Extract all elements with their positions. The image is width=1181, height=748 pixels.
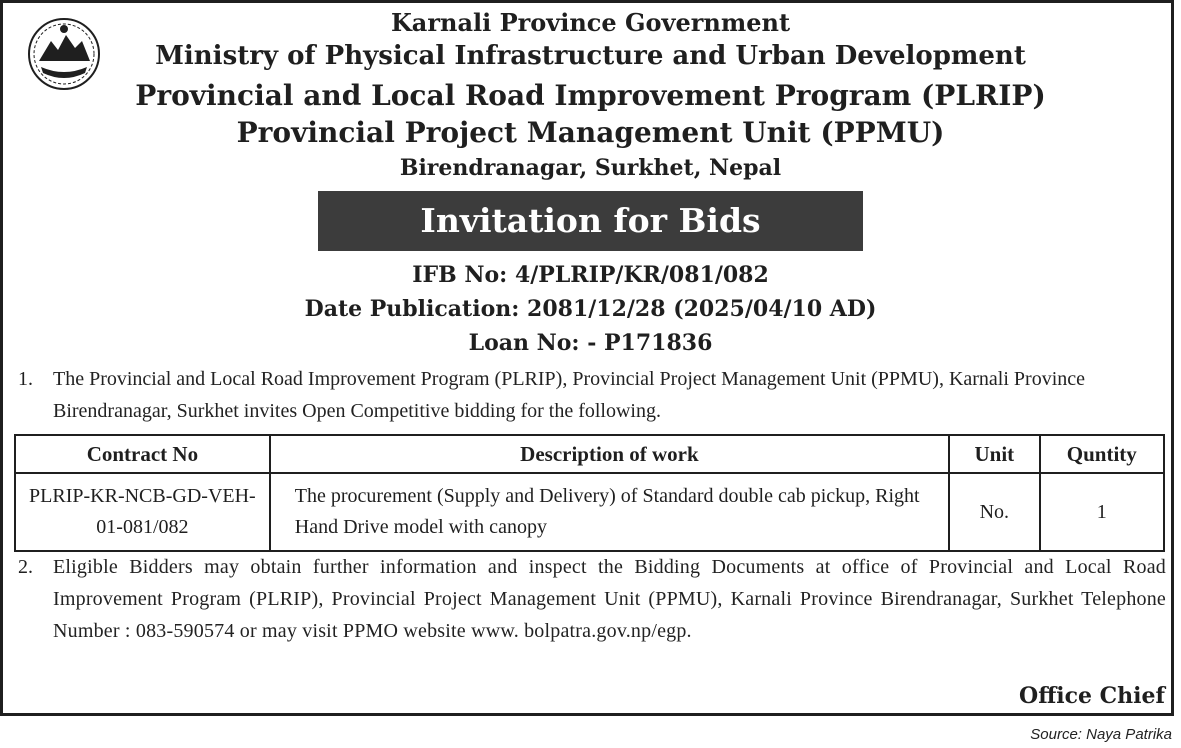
- header-unit: Unit: [949, 435, 1040, 473]
- program-title: Provincial and Local Road Improvement Program (PLRIP): [135, 79, 1046, 112]
- para2-number: 2.: [18, 556, 33, 578]
- province-title: Karnali Province Government: [390, 8, 791, 37]
- para2-text: Eligible Bidders may obtain further information and inspect the Bidding Documents at office of Provincial and Local Road Improvement Program (PLRIP), Provincial Project Management Unit (PPMU), Karnali Province Birendranagar, Surkhet Telephone Number : 083-590574 or may visit PPMO website www. bolpatra.gov.np/egp.: [53, 556, 1166, 642]
- table-header-row: [15, 435, 1164, 473]
- publication-date: Date Publication: 2081/12/28 (2025/04/10 AD): [304, 296, 877, 322]
- cell-unit: No.: [949, 473, 1040, 551]
- cell-contract-no: PLRIP-KR-NCB-GD-VEH-01-081/082: [15, 473, 270, 551]
- header-quantity: Quntity: [1040, 435, 1164, 473]
- para1-number: 1.: [18, 368, 33, 390]
- para1-text: The Provincial and Local Road Improvement Program (PLRIP), Provincial Project Management Unit (PPMU), Karnali Province Birendranagar, Surkhet invites Open Competitive bidding for the following.: [53, 368, 1086, 422]
- invitation-banner: Invitation for Bids: [318, 191, 863, 251]
- cell-description: The procurement (Supply and Delivery) of Standard double cab pickup, Right Hand Drive model with canopy: [270, 473, 949, 551]
- header-contract-no: Contract No: [15, 435, 270, 473]
- cell-quantity: 1: [1040, 473, 1164, 551]
- table-row: [15, 473, 1164, 551]
- address-line: Birendranagar, Surkhet, Nepal: [399, 155, 782, 181]
- ministry-title: Ministry of Physical Infrastructure and Urban Development: [155, 41, 1026, 71]
- source-credit: Source: Naya Patrika: [1030, 726, 1172, 743]
- contract-table: [14, 434, 1165, 552]
- unit-title: Provincial Project Management Unit (PPMU): [236, 116, 945, 149]
- signature: Office Chief: [1019, 683, 1165, 709]
- header-description: Description of work: [270, 435, 949, 473]
- loan-number: Loan No: - P171836: [468, 330, 713, 356]
- ifb-number: IFB No: 4/PLRIP/KR/081/082: [412, 262, 769, 288]
